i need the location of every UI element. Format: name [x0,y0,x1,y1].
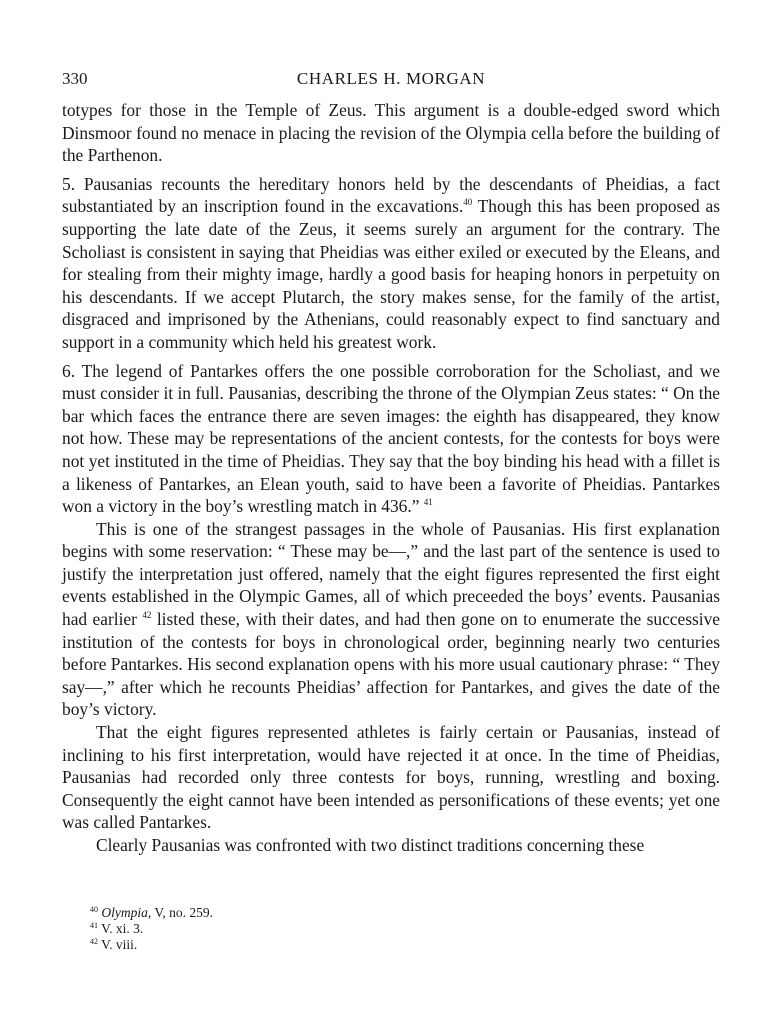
paragraph-text: Clearly Pausanias was confronted with two distinct traditions concerning these [96,835,645,855]
paragraph-point-6 [62,360,720,518]
page-header [62,68,720,90]
body-text [62,99,720,857]
paragraph-text: This is one of the strangest passages in the whole of Pausanias. His first explanation begins with some reservation: “ These may be—,” and the last part of the sentence is used to justify the interpretation just offered, namely that the eight figures represented the first eight events established in the Olympic Games, all of which preceeded the boys’ events. Pausanias had earlier [62,518,720,630]
footnote-text: V. viii. [101,937,138,952]
paragraph-text: 6. The legend of Pantarkes offers the one possible corroboration for the Scholiast, and we must consider it in full. Pausanias, describing the throne of the Olympian Zeus states: “ On the bar which faces the entrance there are seven images: the eighth has disappeared, they know not how. These may be representations of the ancient contests, for the contests for boys were not yet instituted in the time of Pheidias. They say that the boy binding his head with a fillet is a likeness of Pantarkes, an Elean youth, said to have been a favorite of Pheidias. Pantarkes won a victory in the boy’s wrestling match in 436.” [62,360,720,517]
paragraph-text: That the eight figures represented athletes is fairly certain or Pausanias, instead of inclining to his first interpretation, would have rejected it at once. In the time of Pheidias, Pausanias had recorded only three contests for boys, running, wrestling and boxing. Consequently the eight cannot have been intended as personifications of these events; yet one was called Pantarkes. [62,722,720,833]
footnote-text: , V, no. 259. [147,905,214,920]
paragraph-two-traditions [62,834,720,857]
paragraph-text: 5. Pausanias recounts the hereditary honors held by the descendants of Pheidias, a fact substantiated by an inscription found in the excavations. [62,173,720,217]
paragraph-point-5 [62,173,720,354]
paragraph-continued [62,99,720,167]
paragraph-text: totypes for those in the Temple of Zeus. This argument is a double-edged sword which Dinsmoor found no menace in placing the revision of the Olympia cella before the building of the Parthenon. [62,100,720,166]
footnote-number: 40 [90,905,98,914]
page-number: 330 [62,69,88,88]
paragraph-eight-figures [62,721,720,834]
footnote-number: 41 [90,921,98,930]
paragraph-text: listed these, with their dates, and had then gone on to enumerate the successive institution of the contests for boys in chronological order, beginning nearly two centuries before Pantarkes. His second explanation opens with his more usual cautionary phrase: “ They say—,” after which he recounts Pheidias’ affection for Pantarkes, and gives the date of the boy’s victory. [62,609,721,720]
footnote-title: Olympia [101,905,148,920]
footnote-40 [90,905,590,921]
paragraph-strangest-passage [62,518,720,721]
footnotes [90,905,590,953]
footnote-ref-40: 40 [463,197,473,208]
paragraph-text: Though this has been proposed as supporting the late date of the Zeus, it seems surely an argument for the contrary. The Scholiast is consistent in saying that Pheidias was either exiled or executed by the Eleans, and for stealing from their mighty image, hardly a good basis for heaping honors in perpetuity on his descendants. If we accept Plutarch, the story makes sense, for the family of the artist, disgraced and imprisoned by the Athenians, could reasonably expect to find sanctuary and support in a community which held his greatest work. [62,196,720,352]
footnote-ref-42: 42 [142,610,152,621]
footnote-41 [90,921,590,937]
footnote-42 [90,937,590,953]
footnote-ref-41: 41 [423,497,433,508]
running-head: CHARLES H. MORGAN [296,69,486,88]
footnote-text: V. xi. 3. [101,921,144,936]
footnote-number: 42 [90,937,98,946]
